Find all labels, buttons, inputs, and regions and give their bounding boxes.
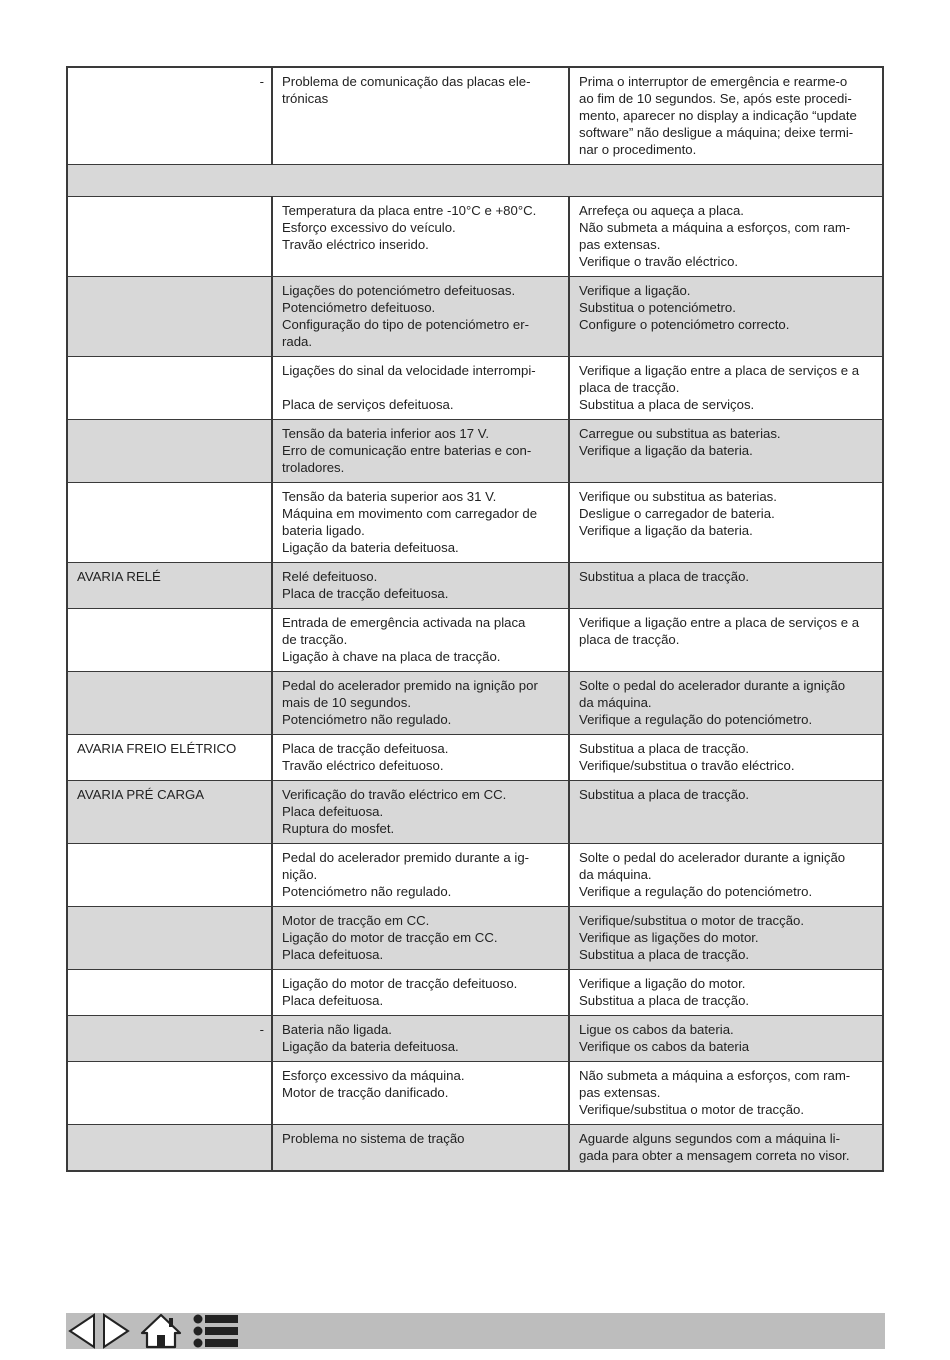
solution-cell: Ligue os cabos da bateria. Verifique os cabos da bateria	[579, 1022, 750, 1054]
solution-cell: Carregue ou substitua as baterias. Verifique a ligação da bateria.	[579, 426, 781, 458]
next-page-button[interactable]	[100, 1313, 132, 1349]
cause-cell: Tensão da bateria superior aos 31 V. Máquina em movimento com carregador de bateria ligado. Ligação da bateria defeituosa.	[273, 483, 570, 562]
next-page-icon	[101, 1313, 131, 1349]
solution-cell: Não submeta a máquina a esforços, com ram- pas extensas. Verifique/substitua o motor de tracção.	[579, 1068, 851, 1117]
table-row	[68, 483, 882, 563]
alarm-code-cell	[68, 483, 273, 562]
solution-cell: Substitua a placa de tracção.	[579, 787, 750, 802]
alarm-code-cell	[68, 1016, 273, 1061]
cause-cell: Ligações do potenciómetro defeituosas. Potenciómetro defeituoso. Configuração do tipo de potenciómetro er- rada.	[273, 277, 570, 356]
alarm-code-cell: AVARIA FREIO ELÉTRICO	[68, 735, 273, 780]
cause-cell: Relé defeituoso. Placa de tracção defeituosa.	[273, 563, 570, 608]
dash-marker: -	[259, 1022, 264, 1037]
alarm-code-cell	[68, 420, 273, 482]
table-row	[68, 907, 882, 970]
solution-cell: Prima o interruptor de emergência e rearme-o ao fim de 10 segundos. Se, após este procedi- mento, aparecer no display a indicação “update software” não desligue a máquina; deixe termi- nar o procedimento.	[579, 74, 857, 157]
table-row	[68, 844, 882, 907]
table-row	[68, 781, 882, 844]
solution-cell: Verifique a ligação. Substitua o potenciómetro. Configure o potenciómetro correcto.	[579, 283, 790, 332]
table-row	[68, 563, 882, 609]
solution-cell: Verifique ou substitua as baterias. Desligue o carregador de bateria. Verifique a ligação da bateria.	[579, 489, 777, 538]
alarm-code-cell: AVARIA PRÉ CARGA	[68, 781, 273, 843]
solution-cell: Arrefeça ou aqueça a placa. Não submeta a máquina a esforços, com ram- pas extensas. Verifique o travão eléctrico.	[579, 203, 851, 269]
solution-cell: Substitua a placa de tracção.	[579, 569, 750, 584]
solution-cell: Verifique a ligação do motor. Substitua a placa de tracção.	[579, 976, 750, 1008]
table-row	[68, 1016, 882, 1062]
dash-marker: -	[259, 74, 264, 89]
cause-cell: Pedal do acelerador premido durante a ig- nição. Potenciómetro não regulado.	[273, 844, 570, 906]
table-row	[68, 1125, 882, 1170]
solution-cell: Verifique a ligação entre a placa de serviços e a placa de tracção. Substitua a placa de serviços.	[579, 363, 860, 412]
alarm-code-cell	[68, 1125, 273, 1170]
cause-cell: Entrada de emergência activada na placa de tracção. Ligação à chave na placa de tracção.	[273, 609, 570, 671]
cause-cell: Esforço excessivo da máquina. Motor de tracção danificado.	[273, 1062, 570, 1124]
alarm-code-cell	[68, 197, 273, 276]
previous-page-icon	[67, 1313, 97, 1349]
solution-cell: Aguarde alguns segundos com a máquina li- gada para obter a mensagem correta no visor.	[579, 1131, 850, 1163]
table-row	[68, 197, 882, 277]
solution-cell: Verifique/substitua o motor de tracção. Verifique as ligações do motor. Substitua a placa de tracção.	[579, 913, 805, 962]
cause-cell: Bateria não ligada. Ligação da bateria defeituosa.	[273, 1016, 570, 1061]
alarm-code-cell	[68, 844, 273, 906]
table-row	[68, 672, 882, 735]
table-row	[68, 970, 882, 1016]
alarm-code-cell	[68, 907, 273, 969]
cause-cell: Ligações do sinal da velocidade interrompi- Placa de serviços defeituosa.	[273, 357, 570, 419]
table-row	[68, 1062, 882, 1125]
table-of-contents-button[interactable]	[192, 1313, 240, 1349]
table-row	[68, 357, 882, 420]
solution-cell: Substitua a placa de tracção. Verifique/substitua o travão eléctrico.	[579, 741, 795, 773]
cause-cell: Tensão da bateria inferior aos 17 V. Erro de comunicação entre baterias e con- troladores.	[273, 420, 570, 482]
alarm-code-cell: AVARIA RELÉ	[68, 563, 273, 608]
table-row	[68, 68, 882, 165]
alarm-code-cell	[68, 357, 273, 419]
solution-cell: Solte o pedal do acelerador durante a ignição da máquina. Verifique a regulação do potenciómetro.	[579, 850, 846, 899]
alarm-code-cell	[68, 609, 273, 671]
cause-cell: Temperatura da placa entre -10°C e +80°C. Esforço excessivo do veículo. Travão eléctrico inserido.	[273, 197, 570, 276]
solution-cell: Solte o pedal do acelerador durante a ignição da máquina. Verifique a regulação do potenciómetro.	[579, 678, 846, 727]
alarm-code-cell	[68, 277, 273, 356]
alarm-code-cell	[68, 1062, 273, 1124]
table-row	[68, 609, 882, 672]
previous-page-button[interactable]	[66, 1313, 98, 1349]
alarm-code-cell	[68, 68, 273, 164]
alarm-code-cell	[68, 970, 273, 1015]
solution-cell: Verifique a ligação entre a placa de serviços e a placa de tracção.	[579, 615, 860, 647]
home-icon	[140, 1313, 182, 1349]
cause-cell: Ligação do motor de tracção defeituoso. Placa defeituosa.	[273, 970, 570, 1015]
cause-cell: Placa de tracção defeituosa. Travão eléctrico defeituoso.	[273, 735, 570, 780]
table-row	[68, 420, 882, 483]
alarm-code-cell	[68, 672, 273, 734]
table-row	[68, 735, 882, 781]
section-separator-row	[68, 165, 882, 197]
footer-navigation-bar	[66, 1313, 885, 1349]
table-of-contents-icon	[192, 1313, 240, 1349]
table-row	[68, 277, 882, 357]
cause-cell: Motor de tracção em CC. Ligação do motor de tracção em CC. Placa defeituosa.	[273, 907, 570, 969]
cause-cell: Verificação do travão eléctrico em CC. Placa defeituosa. Ruptura do mosfet.	[273, 781, 570, 843]
home-button[interactable]	[140, 1313, 182, 1349]
cause-cell: Problema de comunicação das placas ele- trónicas	[273, 68, 570, 164]
cause-cell: Pedal do acelerador premido na ignição por mais de 10 segundos. Potenciómetro não regulado.	[273, 672, 570, 734]
cause-cell: Problema no sistema de tração	[273, 1125, 570, 1170]
troubleshooting-table	[66, 66, 884, 1172]
